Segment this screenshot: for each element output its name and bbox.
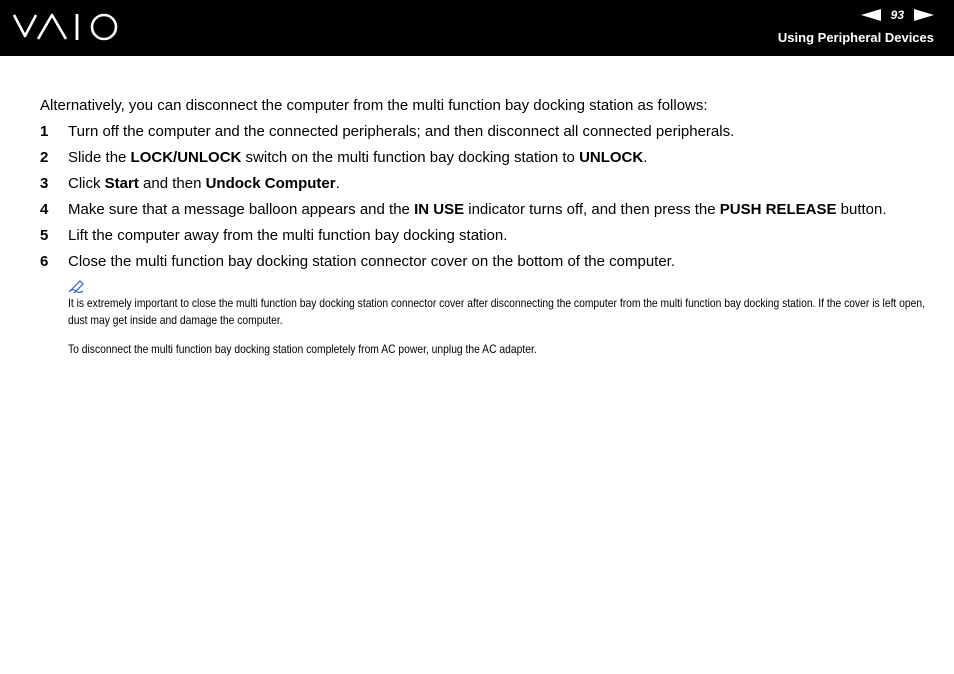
step-emphasis: PUSH RELEASE xyxy=(719,201,837,218)
step-emphasis: IN USE xyxy=(414,201,465,218)
step-text xyxy=(68,227,920,245)
step-emphasis: Start xyxy=(104,175,139,192)
step-emphasis: LOCK/UNLOCK xyxy=(130,149,242,166)
step-text xyxy=(68,123,920,141)
step-text xyxy=(68,175,920,193)
step-number: 6 xyxy=(40,253,49,270)
step-segment: Slide the xyxy=(68,149,131,166)
page-header xyxy=(0,0,954,56)
step-segment: . xyxy=(643,149,648,166)
prev-page-icon[interactable] xyxy=(861,9,881,21)
step-segment: indicator turns off, and then press the xyxy=(464,201,720,218)
page-navigation xyxy=(861,7,934,23)
step-number: 4 xyxy=(40,201,49,218)
step-number: 3 xyxy=(40,175,49,192)
step-segment: Turn off the computer and the connected peripherals; and then disconnect all connected peripherals. xyxy=(68,123,735,140)
section-title: Using Peripheral Devices xyxy=(777,30,934,45)
step-number: 5 xyxy=(40,227,49,244)
step-segment: Click xyxy=(68,175,105,192)
step-segment: Make sure that a message balloon appears and the xyxy=(68,201,415,218)
step-item xyxy=(40,149,920,167)
step-item xyxy=(40,123,920,141)
step-item xyxy=(40,201,920,219)
step-item xyxy=(40,253,920,271)
step-number: 2 xyxy=(40,149,49,166)
vaio-logo xyxy=(12,12,120,42)
step-number: 1 xyxy=(40,123,49,140)
step-segment: . xyxy=(335,175,340,192)
step-emphasis: Undock Computer xyxy=(205,175,336,192)
step-text xyxy=(68,149,920,167)
intro-paragraph: Alternatively, you can disconnect the computer from the multi function bay docking station as follows: xyxy=(40,97,708,114)
step-item xyxy=(40,227,920,245)
note-block xyxy=(68,279,926,358)
step-segment: Close the multi function bay docking station connector cover on the bottom of the computer. xyxy=(68,253,676,270)
step-emphasis: UNLOCK xyxy=(579,149,644,166)
step-item xyxy=(40,175,920,193)
next-page-icon[interactable] xyxy=(914,9,934,21)
note-pencil-icon xyxy=(68,279,86,293)
step-segment: Lift the computer away from the multi function bay docking station. xyxy=(68,227,508,244)
note-text: To disconnect the multi function bay docking station completely from AC power, unplug the AC adapter. xyxy=(68,342,537,356)
step-segment: button. xyxy=(836,201,887,218)
step-text xyxy=(68,201,920,219)
steps-list xyxy=(40,123,920,271)
page-number: 93 xyxy=(890,8,904,22)
step-segment: switch on the multi function bay docking station to xyxy=(241,149,580,166)
step-text xyxy=(68,253,920,271)
main-content xyxy=(40,97,926,364)
note-text: It is extremely important to close the multi function bay docking station connector cover after disconnecting the computer from the multi function bay docking station. If the cover is left open, dust may get inside and damage the computer. xyxy=(68,296,926,327)
step-segment: and then xyxy=(138,175,206,192)
